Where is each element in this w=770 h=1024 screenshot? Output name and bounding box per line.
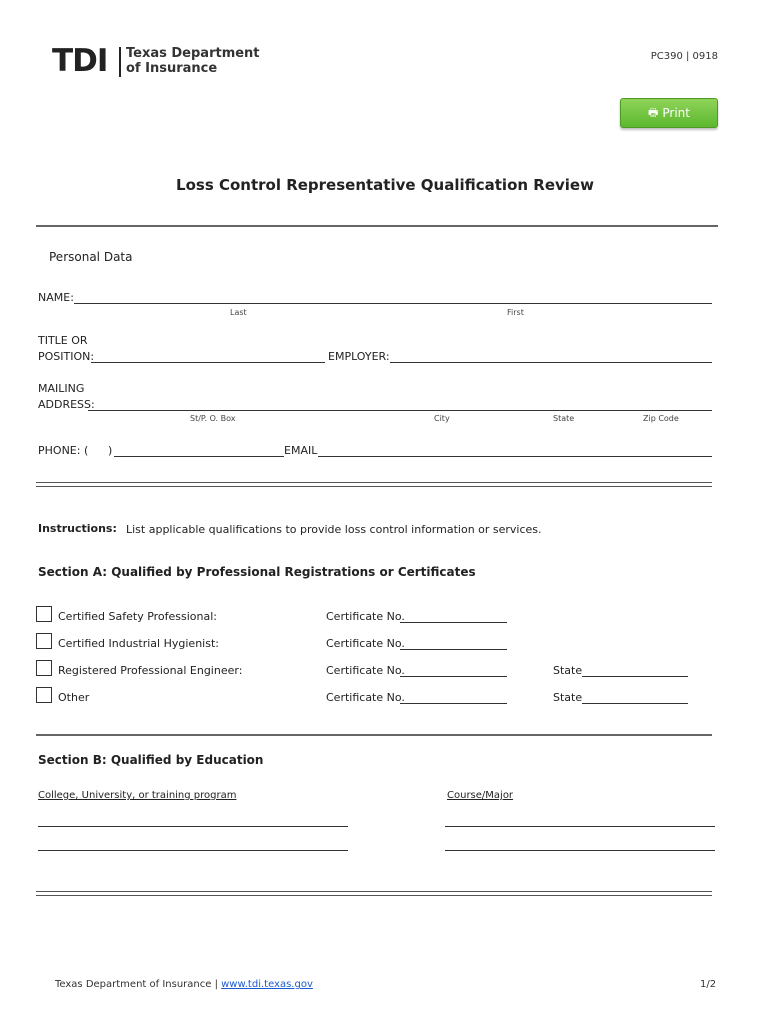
cert-hygienist-label: Certified Industrial Hygienist: [58, 637, 219, 650]
section-divider-3 [36, 891, 712, 896]
footer-link[interactable]: www.tdi.texas.gov [221, 979, 313, 990]
cert-engineer-checkbox[interactable] [36, 660, 52, 676]
education-row-1-course[interactable] [445, 814, 715, 827]
cert-other-label: Other [58, 691, 90, 704]
employer-label: EMPLOYER: [328, 350, 390, 363]
cert-engineer-cert-label: Certificate No. [326, 664, 405, 677]
zip-label: Zip Code [643, 414, 679, 423]
cert-hygienist-checkbox[interactable] [36, 633, 52, 649]
education-row-2-institution[interactable] [38, 838, 348, 851]
last-label: Last [230, 308, 247, 317]
personal-data-heading: Personal Data [49, 250, 133, 264]
cert-other-state-label: State [553, 691, 583, 704]
email-label: EMAIL [284, 444, 318, 457]
instructions-text: List applicable qualifications to provide loss control information or services. [126, 523, 542, 536]
form-title: Loss Control Representative Qualification Review [176, 176, 594, 194]
cert-hygienist-cert-field[interactable] [400, 637, 507, 650]
title-label-2: POSITION: [38, 350, 95, 363]
footer-org: Texas Department of Insurance | [55, 979, 222, 990]
state-label: State [553, 414, 575, 423]
title-label-1: TITLE OR [38, 334, 88, 347]
cert-engineer-cert-field[interactable] [400, 664, 507, 677]
street-label: St/P. O. Box [190, 414, 236, 423]
name-label: NAME: [38, 291, 74, 304]
section-divider-1 [36, 482, 712, 487]
section-a-heading: Section A: Qualified by Professional Registrations or Certificates [38, 565, 476, 579]
footer [55, 979, 313, 990]
page-number: 1/2 [700, 979, 717, 990]
cert-other-cert-label: Certificate No. [326, 691, 405, 704]
tdi-logo-text [126, 46, 260, 76]
email-field[interactable] [318, 444, 712, 457]
print-button[interactable] [620, 98, 718, 128]
employer-field[interactable] [390, 350, 712, 363]
instructions-label: Instructions: [38, 522, 117, 535]
city-label: City [434, 414, 450, 423]
form-code: PC390 | 0918 [650, 51, 718, 62]
cert-engineer-state-field[interactable] [582, 664, 688, 677]
phone-label: PHONE: ( [38, 444, 89, 457]
print-label: Print [662, 106, 690, 120]
cert-safety-checkbox[interactable] [36, 606, 52, 622]
education-row-2-course[interactable] [445, 838, 715, 851]
logo-divider [119, 47, 121, 77]
tdi-logo-mark: TDI [52, 43, 108, 79]
cert-other-state-field[interactable] [582, 691, 688, 704]
phone-field[interactable] [114, 444, 284, 457]
printer-icon: 🖶 [648, 105, 659, 119]
education-col-institution: College, University, or training program [38, 790, 237, 801]
cert-engineer-state-label: State [553, 664, 583, 677]
education-col-course: Course/Major [447, 790, 514, 801]
title-field[interactable] [91, 350, 325, 363]
cert-engineer-label: Registered Professional Engineer: [58, 664, 243, 677]
cert-safety-label: Certified Safety Professional: [58, 610, 218, 623]
cert-other-cert-field[interactable] [400, 691, 507, 704]
cert-safety-cert-label: Certificate No. [326, 610, 405, 623]
mailing-label-1: MAILING [38, 382, 85, 395]
section-divider-2 [36, 734, 712, 736]
phone-close-paren: ) [108, 444, 113, 457]
cert-other-checkbox[interactable] [36, 687, 52, 703]
section-b-heading: Section B: Qualified by Education [38, 753, 264, 767]
education-row-1-institution[interactable] [38, 814, 348, 827]
title-rule [36, 225, 718, 227]
mailing-label-2: ADDRESS: [38, 398, 95, 411]
name-field[interactable] [74, 291, 712, 304]
logo-line-2: of Insurance [126, 61, 218, 76]
cert-safety-cert-field[interactable] [400, 610, 507, 623]
logo-line-1: Texas Department [126, 46, 260, 61]
mailing-address-field[interactable] [88, 398, 712, 411]
cert-hygienist-cert-label: Certificate No. [326, 637, 405, 650]
first-label: First [507, 308, 524, 317]
